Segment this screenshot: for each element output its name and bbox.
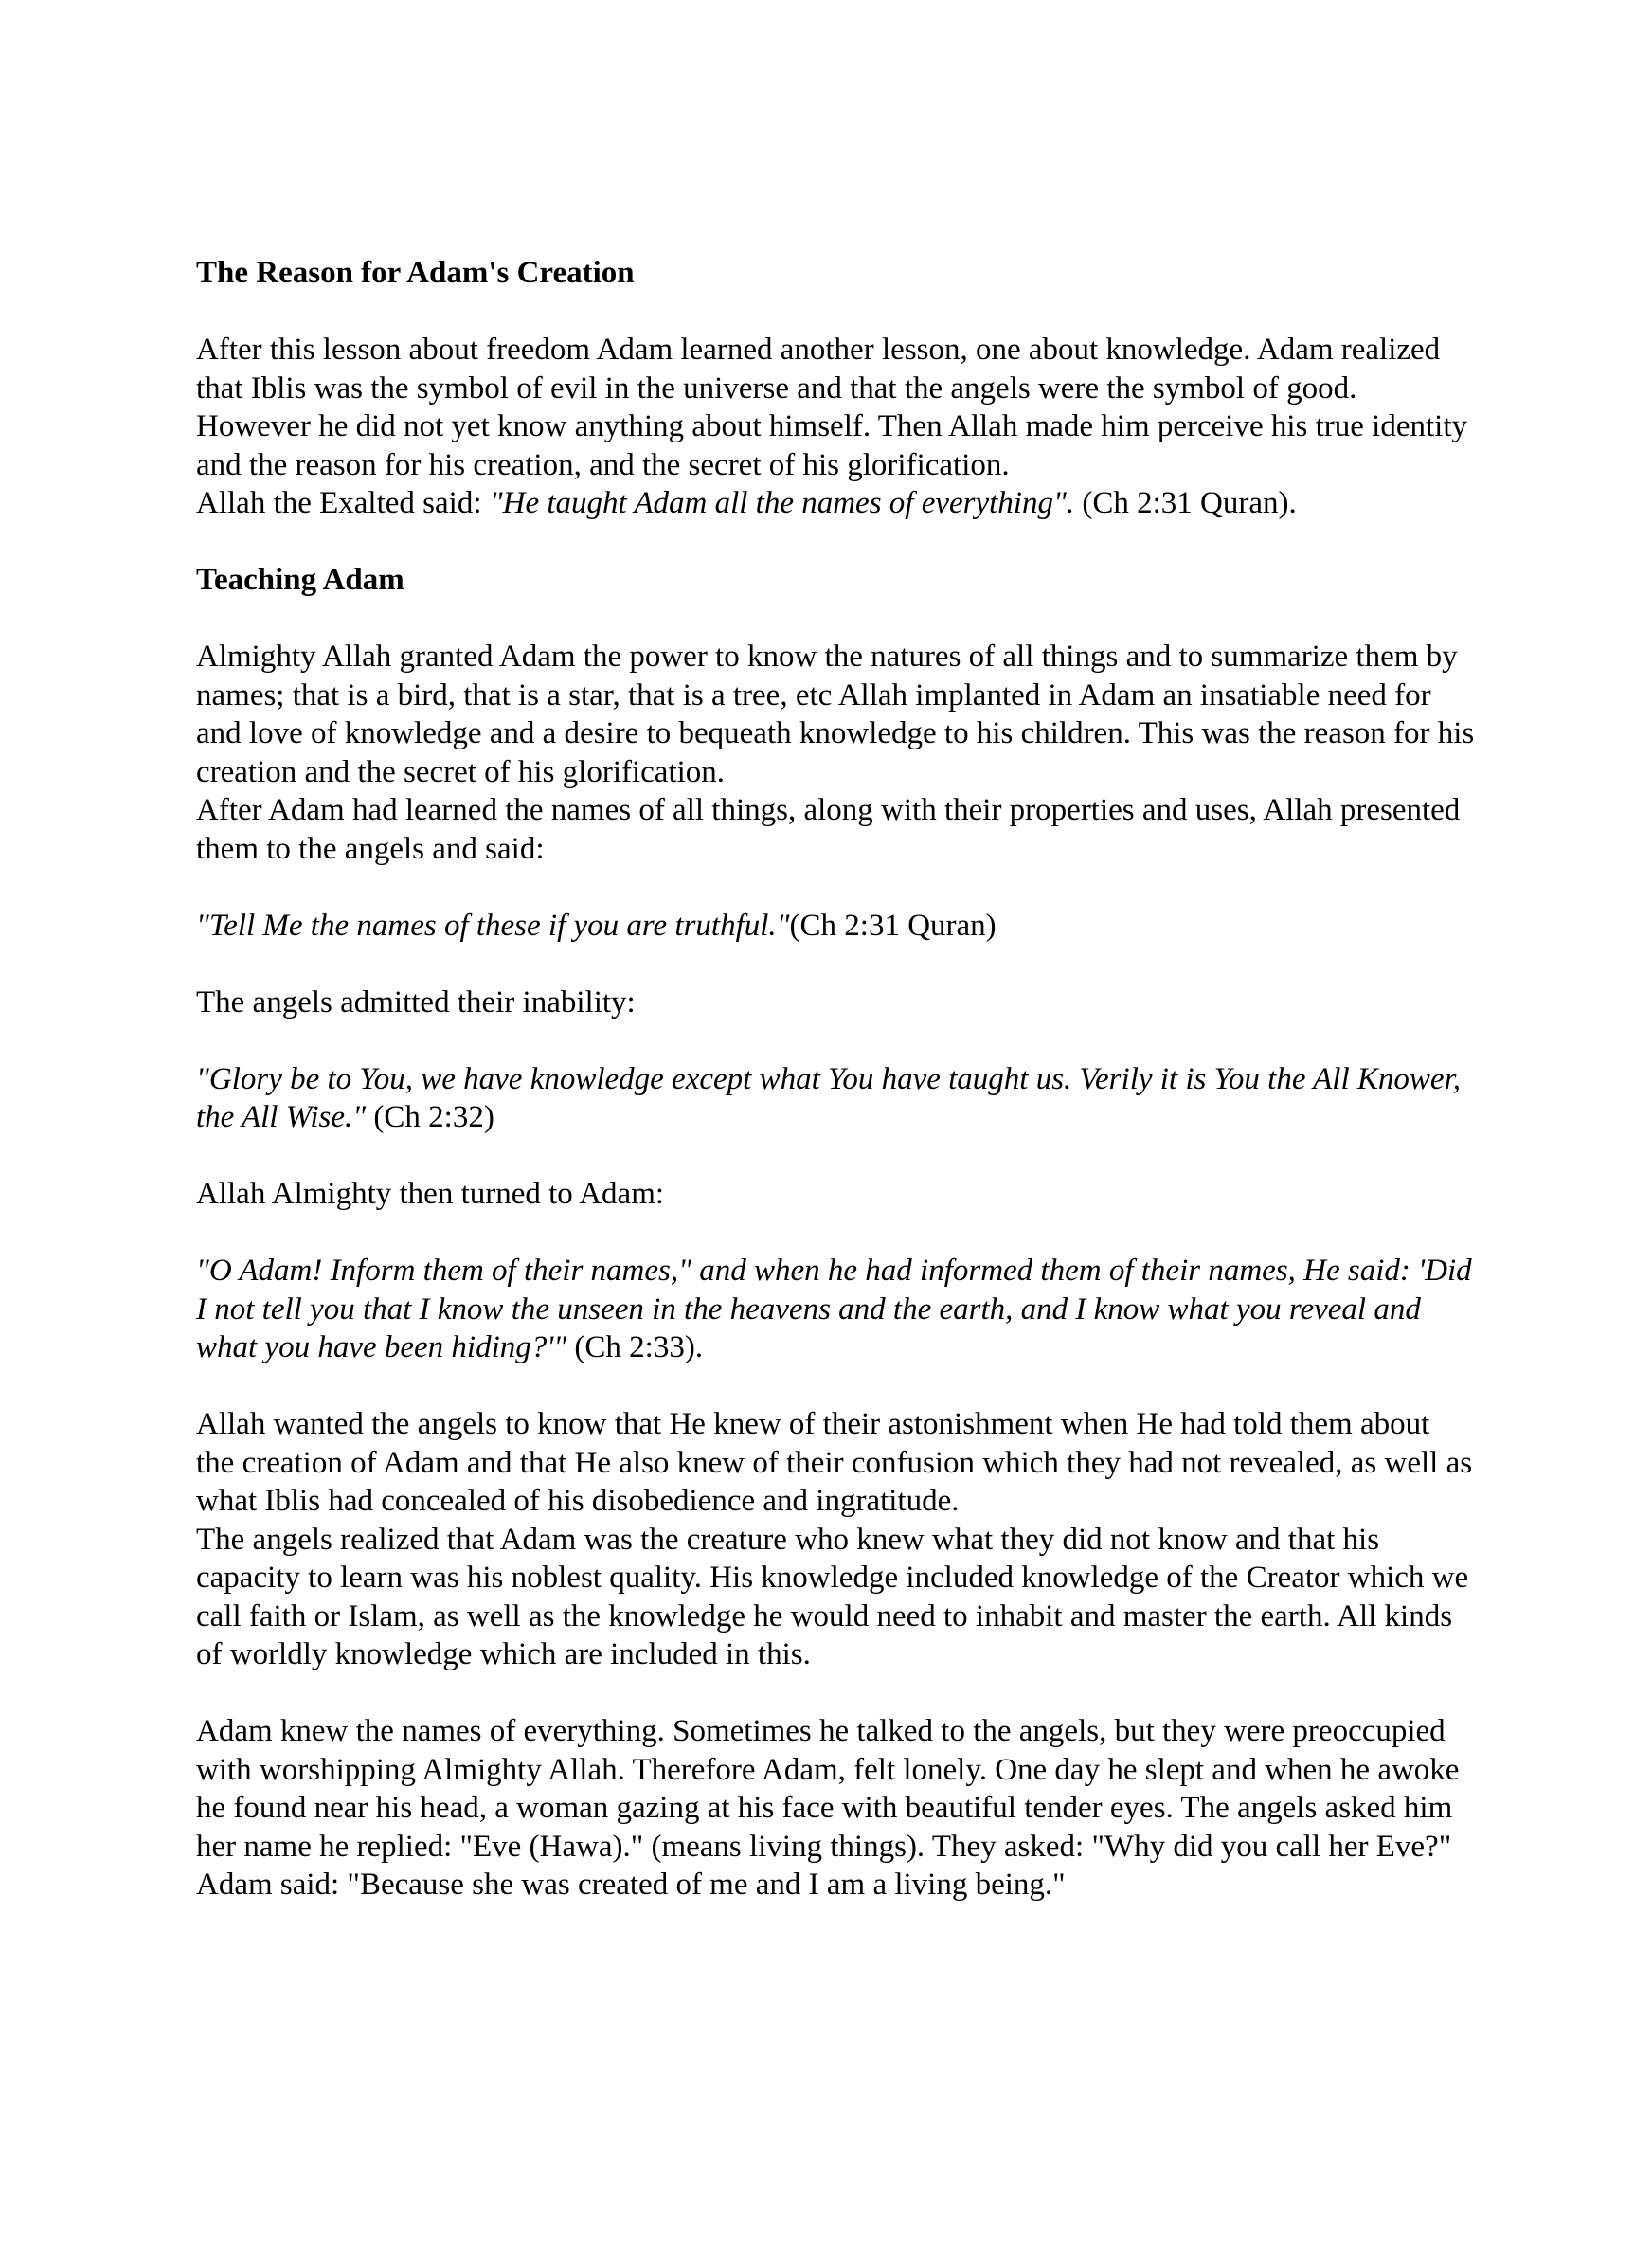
quran-reference: (Ch 2:31 Quran). [1074, 486, 1297, 520]
quran-quote: "Glory be to You, we have knowledge except what You have taught us. Verily it is You the All Knower, the All Wise." [196, 1061, 1462, 1134]
quran-reference: (Ch 2:32) [366, 1100, 494, 1134]
spacer [196, 523, 1475, 562]
quote-glory [196, 1060, 1475, 1137]
spacer [196, 1021, 1475, 1060]
paragraph-angels-inability: The angels admitted their inability: [196, 984, 636, 1020]
paragraph-text: After Adam had learned the names of all things, along with their properties and uses, Allah presented them to the angels and said: [196, 793, 1461, 866]
spacer [196, 600, 1475, 639]
spacer [196, 1674, 1475, 1713]
quran-quote: "Tell Me the names of these if you are truthful." [196, 908, 790, 943]
paragraph-text: Allah the Exalted said: [196, 486, 490, 520]
paragraph-freedom-lesson [196, 331, 1475, 523]
paragraph-text: After this lesson about freedom Adam learned another lesson, one about knowledge. Adam realized that Iblis was the symbol of evil in the universe and that the angels were the symbol of good. However he did not yet know anything about himself. Then Allah made him perceive his true identity and the reason for his creation, and the secret of his glorification. [196, 333, 1467, 482]
section-heading-reason: The Reason for Adam's Creation [196, 256, 635, 290]
spacer [196, 868, 1475, 907]
spacer [196, 293, 1475, 332]
document-body [196, 254, 1475, 1905]
paragraph-teaching [196, 638, 1475, 868]
paragraph-turned-to-adam: Allah Almighty then turned to Adam: [196, 1177, 665, 1211]
quran-quote: "He taught Adam all the names of everything". [489, 486, 1075, 520]
section-heading-teaching: Teaching Adam [196, 563, 404, 597]
paragraph-text: The angels realized that Adam was the creature who knew what they did not know and that his capacity to learn was his noblest quality. His knowledge included knowledge of the Creator which we call faith or Islam, as well as the knowledge he would need to inhabit and master the earth. All kinds of worldly knowledge which are included in this. [196, 1522, 1469, 1671]
spacer [196, 1214, 1475, 1253]
spacer [196, 1367, 1475, 1406]
quote-tell-me [196, 907, 1475, 946]
paragraph-text: Almighty Allah granted Adam the power to know the natures of all things and to summarize them by names; that is a bird, that is a star, that is a tree, etc Allah implanted in Adam an insatiable need for and love of knowledge and a desire to bequeath knowledge to his children. This was the reason for his creation and the secret of his glorification. [196, 640, 1475, 789]
paragraph-angels-realized [196, 1405, 1475, 1674]
paragraph-text: Allah wanted the angels to know that He knew of their astonishment when He had told them about the creation of Adam and that He also knew of their confusion which they had not revealed, as well as what Iblis had concealed of his disobedience and ingratitude. [196, 1407, 1473, 1518]
spacer [196, 1137, 1475, 1176]
quote-o-adam [196, 1252, 1475, 1367]
spacer [196, 945, 1475, 984]
quran-reference: (Ch 2:31 Quran) [789, 908, 997, 943]
quran-quote: "O Adam! Inform them of their names," and when he had informed them of their names, He said: 'Did I not tell you that I know the unseen in the heavens and the earth, and I know what you reveal and what you have been hiding?'" [196, 1254, 1472, 1364]
quran-reference: (Ch 2:33). [566, 1330, 704, 1364]
paragraph-eve: Adam knew the names of everything. Sometimes he talked to the angels, but they were preoccupied with worshipping Almighty Allah. Therefore Adam, felt lonely. One day he slept and when he awoke he found near his head, a woman gazing at his face with beautiful tender eyes. The angels asked him her name he replied: "Eve (Hawa)." (means living things). They asked: "Why did you call her Eve?" Adam said: "Because she was created of me and I am a living being." [196, 1714, 1460, 1902]
